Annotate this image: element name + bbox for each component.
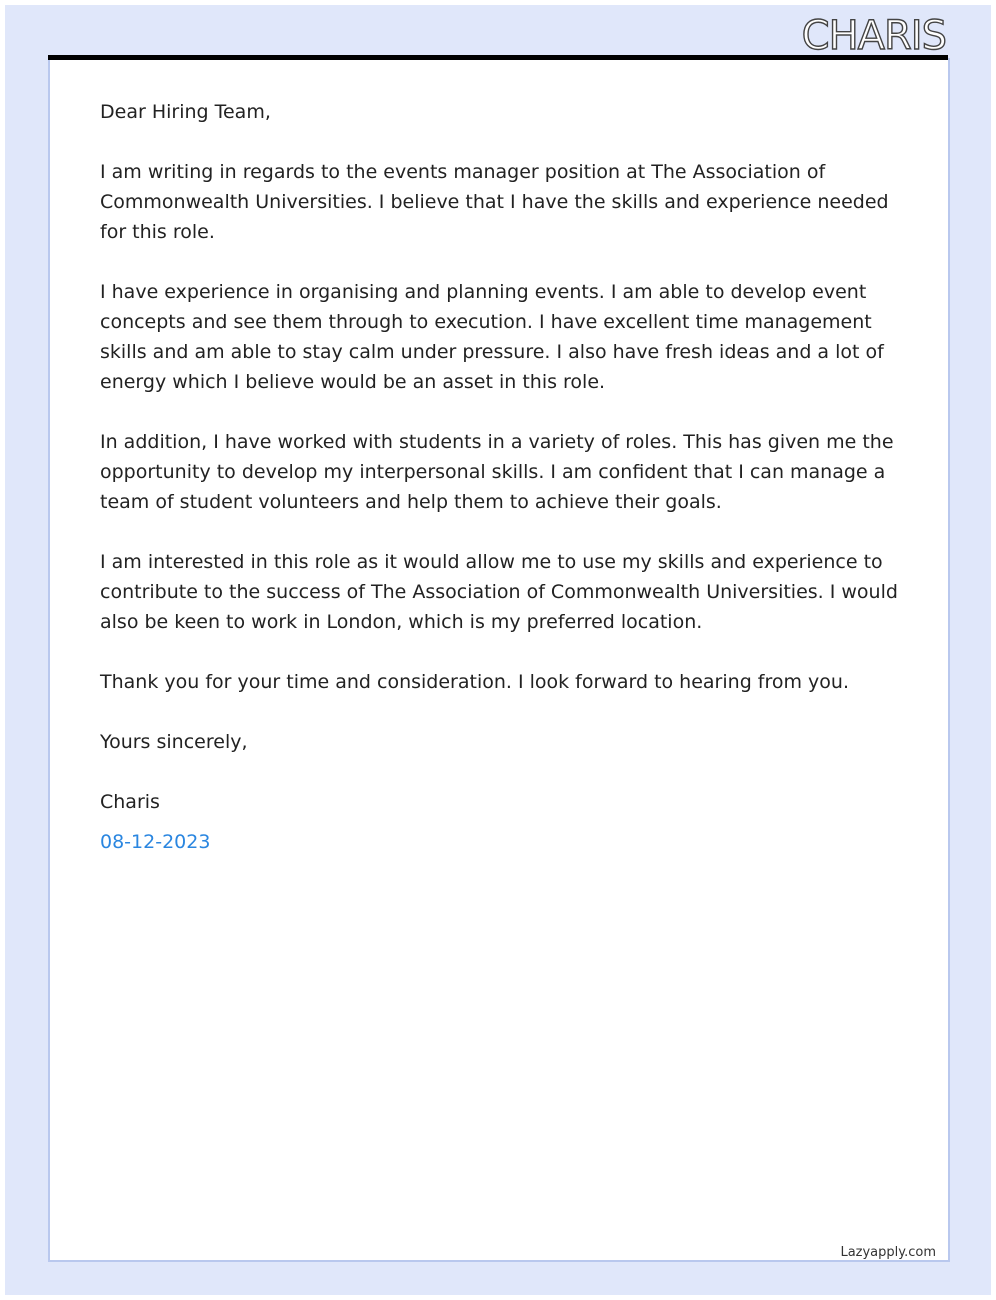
paragraph-intro: I am writing in regards to the events manager position at The Association of Commonwealth Universities. I believe that I have the skills and experience needed for this role. — [100, 161, 889, 243]
paragraph-thanks: Thank you for your time and consideration. I look forward to hearing from you. — [100, 671, 849, 693]
letter-body — [100, 97, 900, 887]
signature: Charis — [100, 791, 160, 813]
paragraph-interest: I am interested in this role as it would allow me to use my skills and experience to contribute to the success of The Association of Commonwealth Universities. I would also be keen to work in London, which is my preferred location. — [100, 551, 898, 633]
paragraph-experience: I have experience in organising and planning events. I am able to develop event concepts and see them through to execution. I have excellent time management skills and am able to stay calm under pressure. I also have fresh ideas and a lot of energy which I believe would be an asset in this role. — [100, 281, 884, 393]
closing: Yours sincerely, — [100, 731, 248, 753]
salutation: Dear Hiring Team, — [100, 101, 271, 123]
paragraph-students: In addition, I have worked with students in a variety of roles. This has given me the opportunity to develop my interpersonal skills. I am confident that I can manage a team of student volunteers and help them to achieve their goals. — [100, 431, 894, 513]
name-logo: CHARIS — [801, 13, 946, 59]
letter-date: 08-12-2023 — [100, 831, 211, 853]
footer-watermark: Lazyapply.com — [840, 1245, 936, 1260]
